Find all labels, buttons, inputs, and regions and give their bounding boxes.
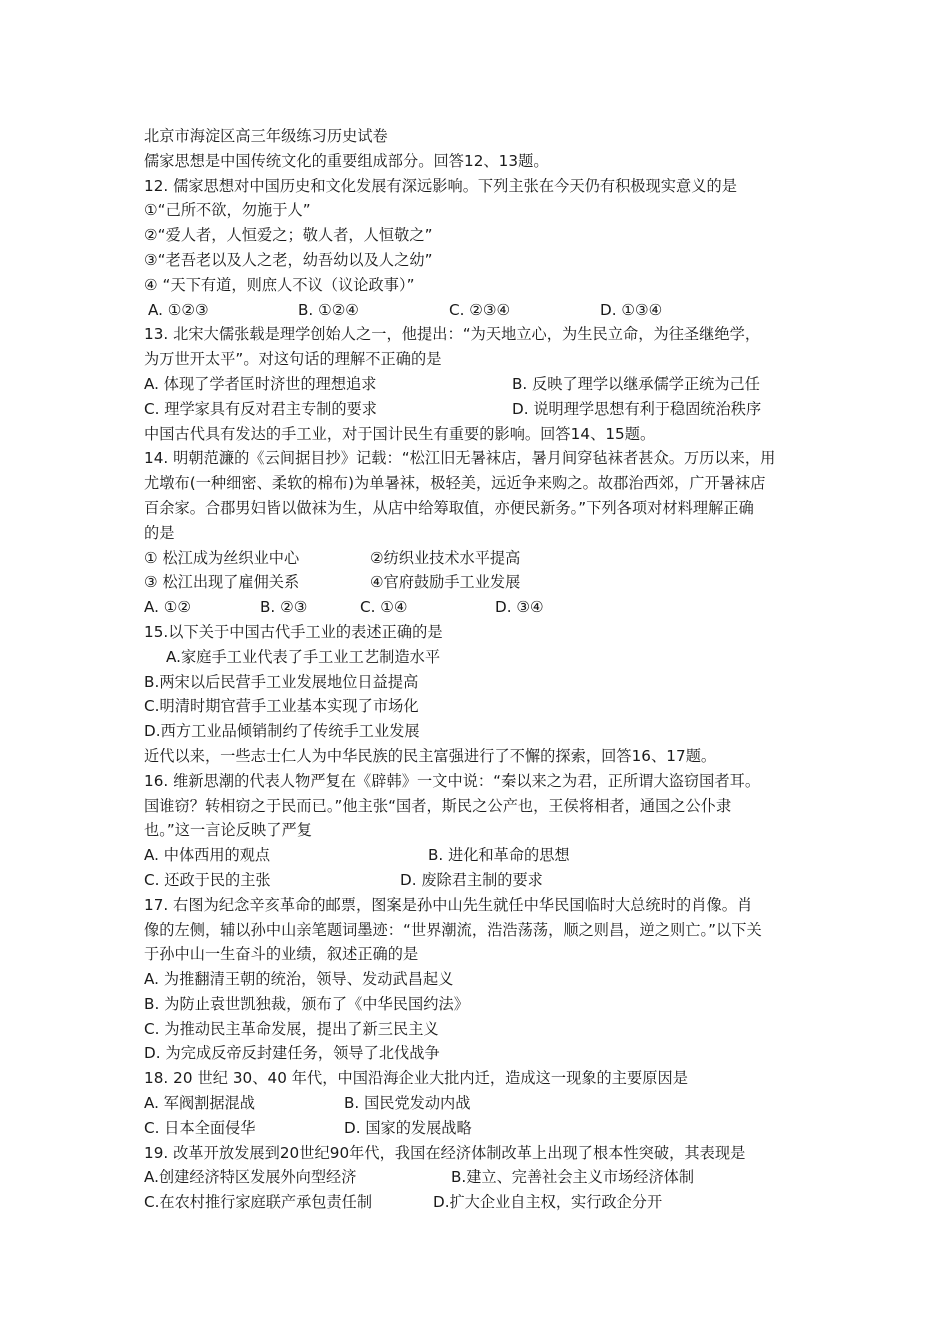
q15-option-b: B.两宋以后民营手工业发展地位日益提高 xyxy=(144,672,419,691)
q18-option-a: A. 军阀割据混战 xyxy=(144,1094,255,1113)
q14-stem-line-4: 的是 xyxy=(144,523,175,542)
q17-option-c: C. 为推动民主革命发展，提出了新三民主义 xyxy=(144,1019,439,1038)
q17-stem-line-3: 于孙中山一生奋斗的业绩，叙述正确的是 xyxy=(144,945,419,964)
q17-option-d: D. 为完成反帝反封建任务，领导了北伐战争 xyxy=(144,1044,440,1063)
section-intro-confucian: 儒家思想是中国传统文化的重要组成部分。回答12、13题。 xyxy=(144,151,549,170)
q16-option-a: A. 中体西用的观点 xyxy=(144,846,271,865)
q19-options-row-2 xyxy=(144,1190,824,1215)
q14-option-c: C. ①④ xyxy=(360,598,408,617)
q14-option-b: B. ②③ xyxy=(260,598,308,617)
exam-page xyxy=(144,124,824,1215)
q18-stem: 18. 20 世纪 30、40 年代，中国沿海企业大批内迁，造成这一现象的主要原因是 xyxy=(144,1069,688,1088)
q19-options-row-1 xyxy=(144,1165,824,1190)
q14-options xyxy=(144,595,824,620)
q15-option-d: D.西方工业品倾销制约了传统手工业发展 xyxy=(144,722,420,741)
q12-item-3: ③“老吾老以及人之老，幼吾幼以及人之幼” xyxy=(144,250,433,269)
q16-option-d: D. 废除君主制的要求 xyxy=(400,870,543,889)
q12-option-c: C. ②③④ xyxy=(449,300,511,319)
q16-options-row-2 xyxy=(144,868,824,893)
q13-option-b: B. 反映了理学以继承儒学正统为己任 xyxy=(512,374,760,393)
q19-option-a: A.创建经济特区发展外向型经济 xyxy=(144,1168,357,1187)
q13-stem-line-2: 为万世开太平”。对这句话的理解不正确的是 xyxy=(144,350,442,369)
q16-option-b: B. 进化和革命的思想 xyxy=(428,846,570,865)
q16-stem-line-2: 国谁窃？转相窃之于民而已。”他主张“国者，斯民之公产也，王侯将相者，通国之公仆隶 xyxy=(144,796,732,815)
section-intro-modern: 近代以来，一些志士仁人为中华民族的民主富强进行了不懈的探索，回答16、17题。 xyxy=(144,746,717,765)
q14-items-row-2 xyxy=(144,570,824,595)
q18-option-c: C. 日本全面侵华 xyxy=(144,1118,256,1137)
q14-stem-line-3: 百余家。合郡男妇皆以做袜为生，从店中给筹取值，亦便民新务。”下列各项对材料理解正确 xyxy=(144,498,754,517)
q14-items-row-1 xyxy=(144,546,824,571)
q17-stem-line-2: 像的左侧，辅以孙中山亲笔题词墨迹：“世界潮流，浩浩荡荡，顺之则昌，逆之则亡。”以下关 xyxy=(144,920,762,939)
q17-option-b: B. 为防止袁世凯独裁，颁布了《中华民国约法》 xyxy=(144,994,469,1013)
q18-option-d: D. 国家的发展战略 xyxy=(344,1118,472,1137)
q14-option-d: D. ③④ xyxy=(495,598,544,617)
q16-options-row-1 xyxy=(144,843,824,868)
q17-stem-line-1: 17. 右图为纪念辛亥革命的邮票，图案是孙中山先生就任中华民国临时大总统时的肖像。肖 xyxy=(144,895,753,914)
q16-stem-line-3: 也。”这一言论反映了严复 xyxy=(144,821,312,840)
q19-stem: 19. 改革开放发展到20世纪90年代，我国在经济体制改革上出现了根本性突破，其表现是 xyxy=(144,1143,746,1162)
q13-option-a: A. 体现了学者匡时济世的理想追求 xyxy=(144,374,377,393)
q12-item-2: ②“爱人者，人恒爱之；敬人者，人恒敬之” xyxy=(144,226,433,245)
q14-item-4: ④官府鼓励手工业发展 xyxy=(370,573,521,592)
q13-stem-line-1: 13. 北宋大儒张载是理学创始人之一，他提出：“为天地立心，为生民立命，为往圣继绝学， xyxy=(144,325,761,344)
section-intro-handicraft: 中国古代具有发达的手工业，对于国计民生有重要的影响。回答14、15题。 xyxy=(144,424,656,443)
q18-option-b: B. 国民党发动内战 xyxy=(344,1094,471,1113)
q16-option-c: C. 还政于民的主张 xyxy=(144,870,271,889)
q12-option-b: B. ①②④ xyxy=(298,300,359,319)
q14-item-2: ②纺织业技术水平提高 xyxy=(370,548,521,567)
q12-stem: 12. 儒家思想对中国历史和文化发展有深远影响。下列主张在今天仍有积极现实意义的是 xyxy=(144,176,737,195)
q18-options-row-1 xyxy=(144,1091,824,1116)
q16-stem-line-1: 16. 维新思潮的代表人物严复在《辟韩》一文中说：“秦以来之为君，正所谓大盗窃国者耳。 xyxy=(144,771,761,790)
q13-option-c: C. 理学家具有反对君主专制的要求 xyxy=(144,399,377,418)
q17-option-a: A. 为推翻清王朝的统治，领导、发动武昌起义 xyxy=(144,970,454,989)
q13-options-row-2 xyxy=(144,397,824,422)
q14-stem-line-2: 尤墩布(一种细密、柔软的棉布)为单暑袜，极轻美，远近争来购之。故郡治西郊，广开暑袜店 xyxy=(144,474,766,493)
q15-option-a: A.家庭手工业代表了手工业工艺制造水平 xyxy=(166,647,441,666)
q12-option-a: A. ①②③ xyxy=(148,300,209,319)
q18-options-row-2 xyxy=(144,1116,824,1141)
q19-option-d: D.扩大企业自主权，实行政企分开 xyxy=(433,1193,663,1212)
q12-item-1: ①“己所不欲，勿施于人” xyxy=(144,201,311,220)
q14-item-3: ③ 松江出现了雇佣关系 xyxy=(144,573,300,592)
q13-options-row-1 xyxy=(144,372,824,397)
q19-option-b: B.建立、完善社会主义市场经济体制 xyxy=(451,1168,695,1187)
q12-options xyxy=(144,298,824,323)
q12-item-4: ④ “天下有道，则庶人不议（议论政事）” xyxy=(144,275,415,294)
q13-option-d: D. 说明理学思想有利于稳固统治秩序 xyxy=(512,399,762,418)
q15-option-c: C.明清时期官营手工业基本实现了市场化 xyxy=(144,697,419,716)
doc-title: 北京市海淀区高三年级练习历史试卷 xyxy=(144,127,388,145)
q14-option-a: A. ①② xyxy=(144,598,192,617)
q15-stem: 15.以下关于中国古代手工业的表述正确的是 xyxy=(144,622,443,641)
q14-stem-line-1: 14. 明朝范濂的《云间据目抄》记载：“松江旧无暑袜店，暑月间穿毡袜者甚众。万历以来，用 xyxy=(144,449,776,468)
q14-item-1: ① 松江成为丝织业中心 xyxy=(144,548,300,567)
q12-option-d: D. ①③④ xyxy=(600,300,663,319)
q19-option-c: C.在农村推行家庭联产承包责任制 xyxy=(144,1193,373,1212)
